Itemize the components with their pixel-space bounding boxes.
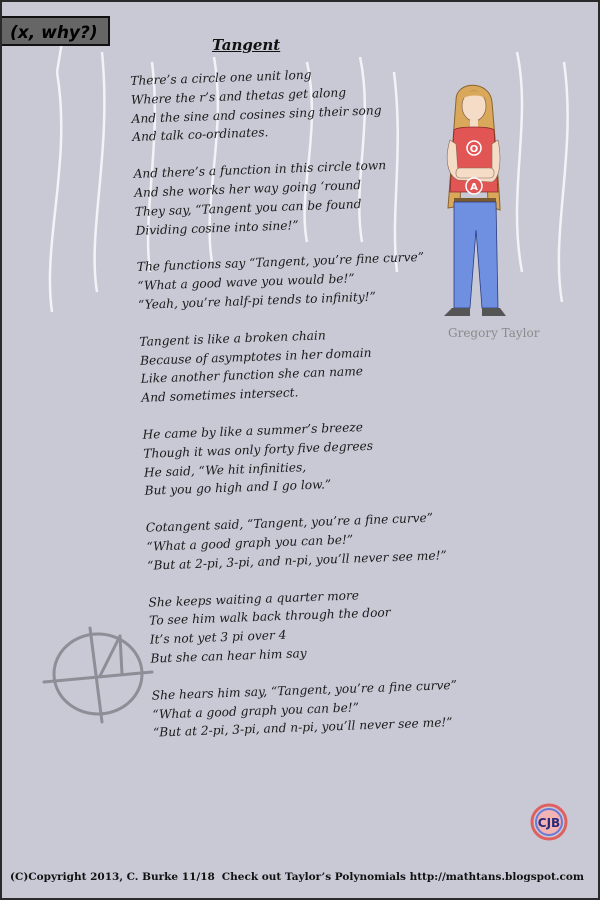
poem-line: But you go high and I go low.” [144, 477, 332, 499]
footer [10, 871, 584, 883]
jeans [454, 202, 498, 308]
forearms [456, 168, 494, 178]
poem-line: And sometimes intersect. [141, 385, 299, 405]
poem-line: She hears him say, “Tangent, you’re a fine curve” [151, 677, 458, 703]
poem-line: Cotangent said, “Tangent, you’re a fine curve” [145, 510, 434, 535]
poem-line: And talk co-ordinates. [132, 125, 269, 145]
poem-line: “What a good graph you can be!” [146, 532, 354, 554]
tangent-segment [120, 636, 122, 674]
poem-stanza [148, 581, 510, 669]
poem-line: There’s a circle one unit long [130, 67, 312, 88]
poem-title: Tangent [212, 36, 281, 54]
poem-line: She keeps waiting a quarter more [148, 587, 360, 610]
poem-stanza [146, 506, 508, 575]
poem-line: “But at 2-pi, 3-pi, and n-pi, you’ll never see me!” [152, 715, 453, 740]
shoe [482, 308, 506, 316]
poem-line: “What a good wave you would be!” [137, 271, 355, 294]
poem-line: Tangent is like a broken chain [139, 328, 326, 349]
poem-line: “Yeah, you’re half-pi tends to infinity!” [137, 289, 377, 312]
poem-stanza [151, 674, 513, 743]
radius-line [100, 636, 120, 676]
shirt-letter: O [469, 144, 479, 155]
poem-line: It’s not yet 3 pi over 4 [149, 628, 287, 647]
cjb-logo [529, 802, 569, 842]
poem-line: Because of asymptotes in her domain [139, 345, 372, 368]
poem-line: They say, “Tangent you can be found [134, 196, 362, 219]
shoe [444, 308, 470, 316]
poem-line: And the sine and cosines sing their song [131, 102, 382, 126]
poem-line: “But at 2-pi, 3-pi, and n-pi, you’ll never see me!” [146, 547, 447, 573]
unit-circle-doodle [40, 624, 156, 724]
poem-stanza [142, 413, 504, 501]
poem-line: Like another function she can name [140, 364, 364, 387]
poem-line: The functions say “Tangent, you’re fine curve” [136, 250, 425, 275]
curtain-fold [559, 62, 568, 302]
curtain-fold [95, 52, 105, 292]
poem-line: He said, “We hit infinities, [143, 459, 307, 480]
poem-line: Dividing cosine into sine!” [135, 217, 299, 238]
blog-link-text[interactable]: Check out Taylor’s Polynomials http://mathtans.blogspot.com [221, 871, 584, 883]
poem-line: And there’s a function in this circle town [133, 158, 387, 182]
poem-line: But she can hear him say [150, 646, 307, 666]
character-illustration [438, 80, 510, 328]
logo-letters: CJB [537, 816, 561, 830]
shirt-letter: A [470, 182, 478, 193]
artist-credit: Gregory Taylor [448, 326, 540, 340]
poem-line: Though it was only forty five degrees [143, 438, 374, 461]
poem-line: To see him walk back through the door [148, 605, 391, 628]
poem-line: Where the r’s and thetas get along [130, 85, 347, 107]
curtain-fold [517, 52, 522, 272]
curtain-fold [50, 42, 62, 312]
comic-tag: (x, why?) [2, 16, 110, 46]
poem-line: He came by like a summer’s breeze [142, 420, 364, 442]
copyright-text: (C)Copyright 2013, C. Burke 11/18 [10, 871, 215, 883]
poem-line: And she works her way going ‘round [133, 177, 362, 200]
poem-line: “What a good graph you can be!” [152, 699, 360, 722]
